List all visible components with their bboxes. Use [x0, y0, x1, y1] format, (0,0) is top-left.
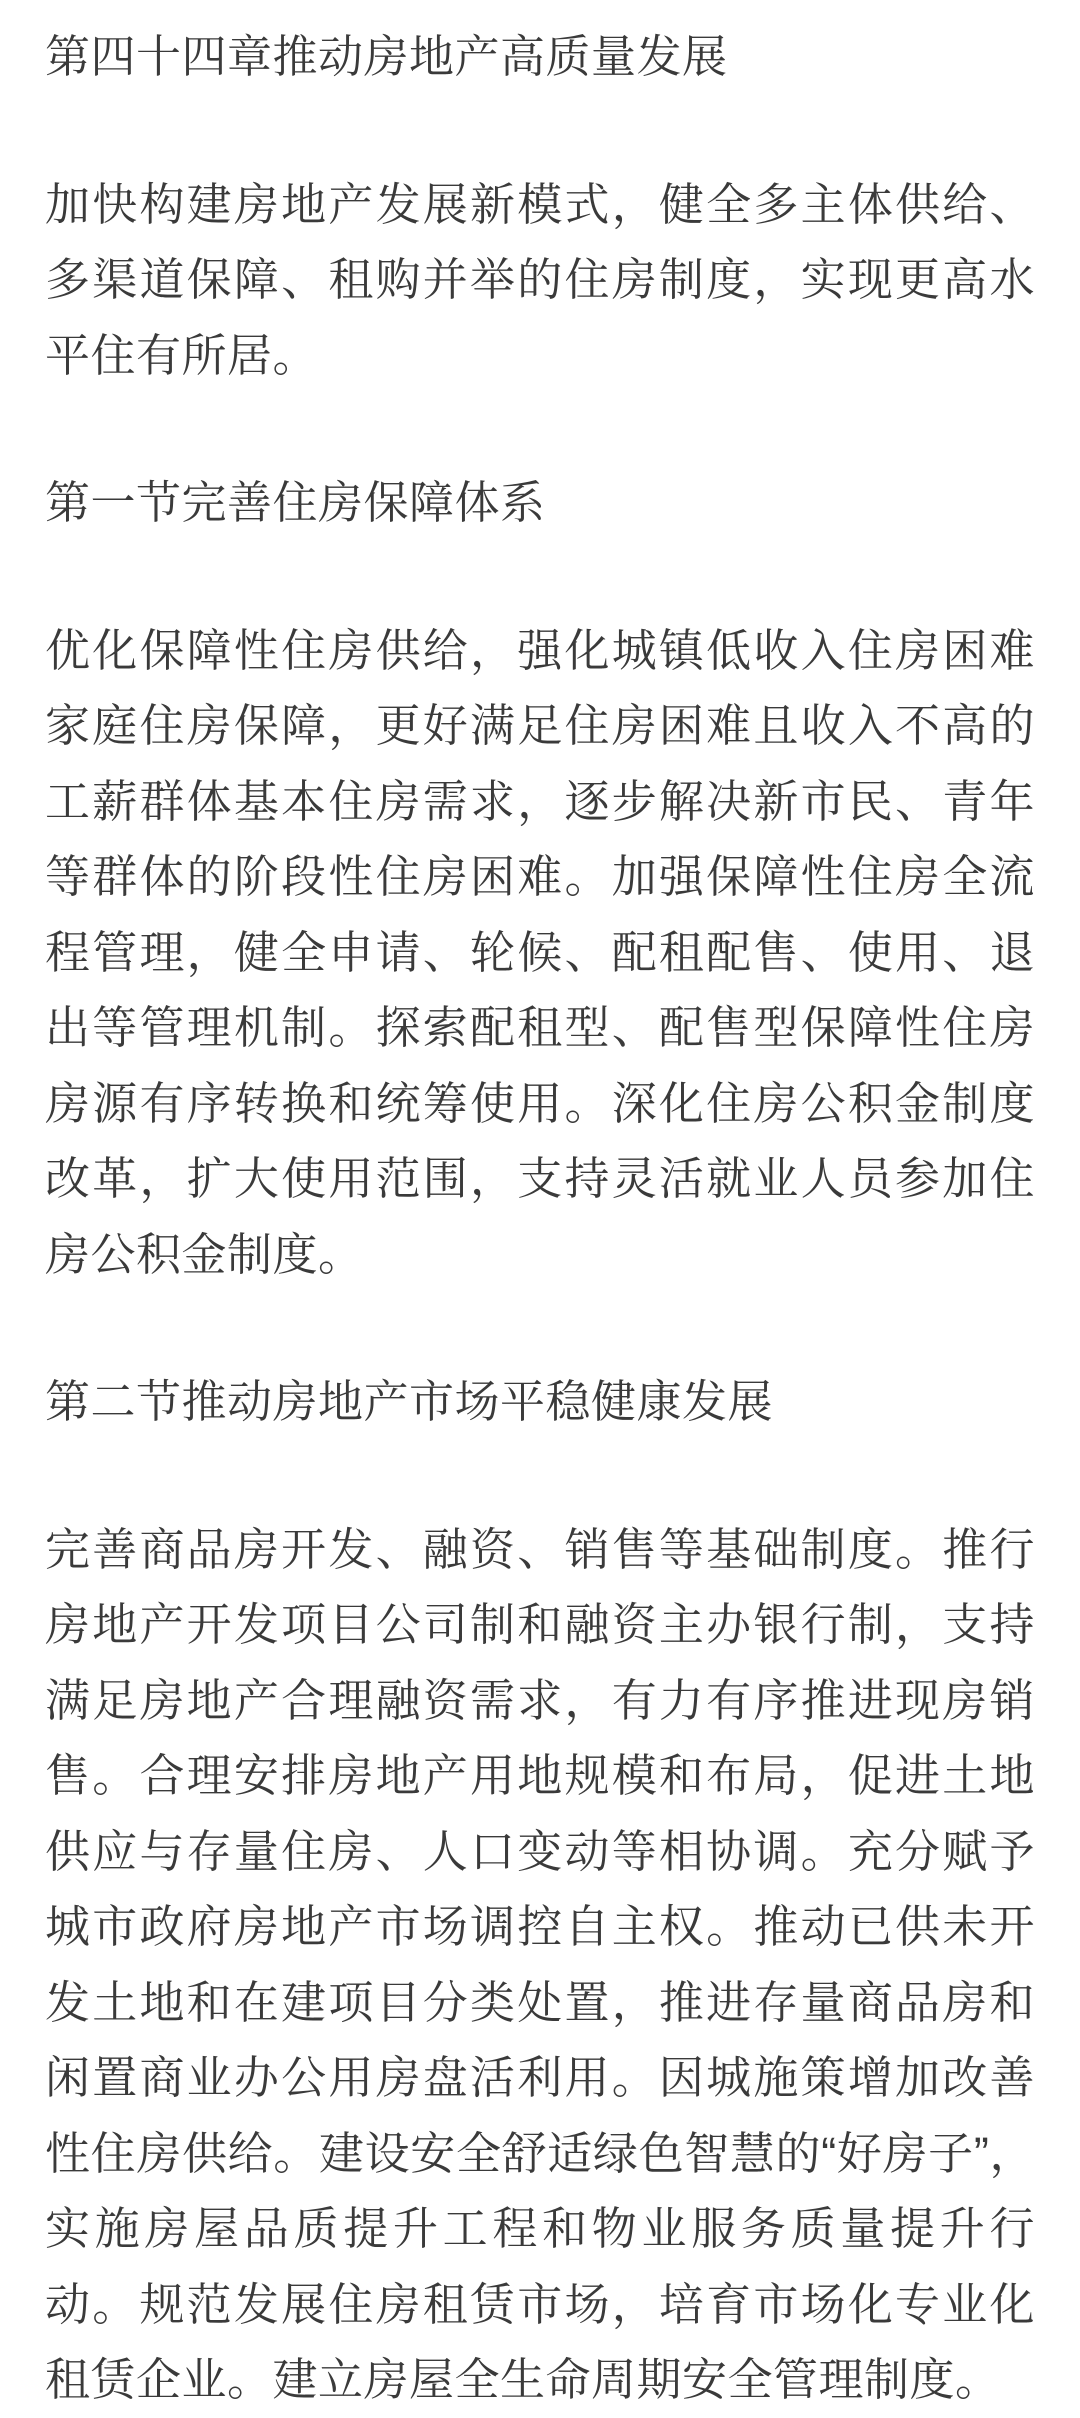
- section-2-heading: 第二节推动房地产市场平稳健康发展: [45, 1376, 774, 1427]
- chapter-heading: 第四十四章推动房地产高质量发展: [45, 31, 728, 82]
- paragraph-chapter-intro: 加快构建房地产发展新模式，健全多主体供给、多渠道保障、租购并举的住房制度，实现更高水平住有所居。: [45, 178, 1035, 381]
- paragraph-section-2: 完善商品房开发、融资、销售等基础制度。推行房地产开发项目公司制和融资主办银行制，支持满足房地产合理融资需求，有力有序推进现房销售。合理安排房地产用地规模和布局，促进土地供应与存量住房、人口变动等相协调。充分赋予城市政府房地产市场调控自主权。推动已供未开发土地和在建项目分类处置，推进存量商品房和闲置商业办公用房盘活利用。因城施策增加改善性住房供给。建设安全舒适绿色智慧的“好房子”，实施房屋品质提升工程和物业服务质量提升行动。规范发展住房租赁市场，培育市场化专业化租赁企业。建立房屋全生命周期安全管理制度。: [45, 1523, 1035, 2405]
- section-1-heading: 第一节完善住房保障体系: [45, 477, 546, 528]
- paragraph-section-1: 优化保障性住房供给，强化城镇低收入住房困难家庭住房保障，更好满足住房困难且收入不高的工薪群体基本住房需求，逐步解决新市民、青年等群体的阶段性住房困难。加强保障性住房全流程管理，健全申请、轮候、配租配售、使用、退出等管理机制。探索配租型、配售型保障性住房房源有序转换和统筹使用。深化住房公积金制度改革，扩大使用范围，支持灵活就业人员参加住房公积金制度。: [45, 624, 1035, 1280]
